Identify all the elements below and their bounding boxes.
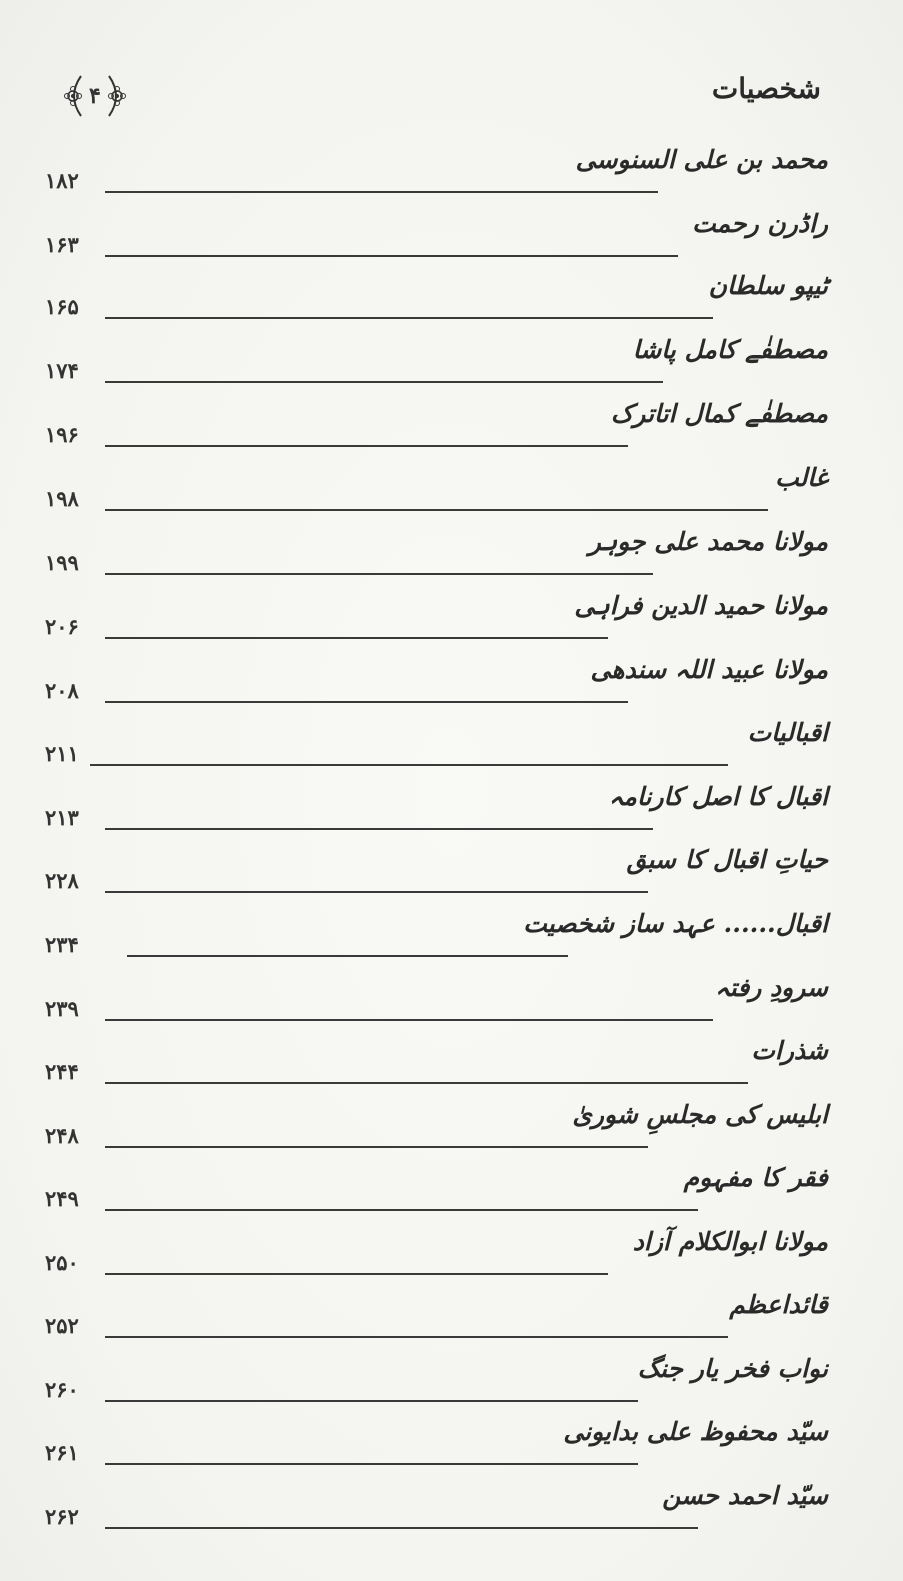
toc-page-number: ۲۴۸ xyxy=(45,1123,79,1148)
toc-title: مصطفٰے کمال اتاترک xyxy=(610,399,828,428)
toc-leader-line xyxy=(105,1019,713,1021)
toc-entry[interactable] xyxy=(45,973,828,1033)
toc-entry[interactable] xyxy=(45,1036,828,1096)
toc-entry[interactable] xyxy=(45,1354,828,1414)
toc-page-number: ۲۱۱ xyxy=(45,741,79,766)
toc-entry[interactable] xyxy=(45,527,828,587)
toc-entry[interactable] xyxy=(45,1417,828,1477)
toc-leader-line xyxy=(105,445,628,447)
toc-page-number: ۱۶۳ xyxy=(45,232,79,257)
toc-entry[interactable] xyxy=(45,1100,828,1160)
toc-entry[interactable] xyxy=(45,591,828,651)
toc-page-number: ۲۴۹ xyxy=(45,1186,79,1211)
toc-leader-line xyxy=(105,1336,728,1338)
toc-title: ابلیس کی مجلسِ شوریٰ xyxy=(572,1100,828,1129)
toc-title: سرودِ رفتہ xyxy=(715,973,828,1002)
toc-leader-line xyxy=(105,1082,748,1084)
toc-title: راڈرن رحمت xyxy=(692,209,828,238)
toc-leader-line xyxy=(105,509,768,511)
toc-leader-line xyxy=(127,955,568,957)
toc-leader-line xyxy=(105,1527,698,1529)
page-number: ۴ xyxy=(89,83,101,109)
toc-leader-line xyxy=(105,637,608,639)
toc-page-number: ۲۵۰ xyxy=(45,1250,79,1275)
toc-entry[interactable] xyxy=(45,655,828,715)
toc-leader-line xyxy=(105,1273,608,1275)
toc-title: محمد بن علی السنوسی xyxy=(575,145,828,174)
toc-leader-line xyxy=(105,1463,638,1465)
toc-title: مولانا عبید اللہ سندھی xyxy=(590,655,828,684)
toc-leader-line xyxy=(90,764,728,766)
toc-leader-line xyxy=(105,1400,638,1402)
toc-entry[interactable] xyxy=(45,782,828,842)
toc-leader-line xyxy=(105,191,658,193)
toc-leader-line xyxy=(105,891,648,893)
toc-entry[interactable] xyxy=(45,1290,828,1350)
toc-title: قائداعظم xyxy=(729,1290,828,1319)
toc-entry[interactable] xyxy=(45,845,828,905)
toc-entry[interactable] xyxy=(45,271,828,331)
toc-leader-line xyxy=(105,1146,648,1148)
toc-page-number: ۲۶۱ xyxy=(45,1440,79,1465)
toc-entry[interactable] xyxy=(45,1481,828,1541)
toc-title: سیّد احمد حسن xyxy=(662,1481,828,1510)
toc-entry[interactable] xyxy=(45,909,828,969)
toc-title: مولانا حمید الدین فراہی xyxy=(574,591,828,620)
toc-page-number: ۱۸۲ xyxy=(45,168,79,193)
toc-page-number: ۱۷۴ xyxy=(45,358,79,383)
toc-title: سیّد محفوظ علی بدایونی xyxy=(563,1417,828,1446)
toc-title: اقبال کا اصل کارنامہ xyxy=(608,782,828,811)
toc-title: شذرات xyxy=(751,1036,828,1065)
toc-leader-line xyxy=(105,828,653,830)
toc-title: ٹیپو سلطان xyxy=(708,271,828,300)
toc-page-number: ۱۹۶ xyxy=(45,422,79,447)
toc-title: نواب فخر یار جنگ xyxy=(637,1354,828,1383)
toc-entry[interactable] xyxy=(45,718,828,778)
toc-page-number: ۲۰۶ xyxy=(45,614,79,639)
toc-title: اقبالیات xyxy=(747,718,828,747)
toc-entry[interactable] xyxy=(45,399,828,459)
toc-page-number: ۲۲۸ xyxy=(45,868,79,893)
toc-leader-line xyxy=(105,701,628,703)
toc-leader-line xyxy=(105,573,653,575)
toc-entry[interactable] xyxy=(45,335,828,395)
toc-page-number: ۲۵۲ xyxy=(45,1313,79,1338)
toc-page-number: ۱۹۹ xyxy=(45,550,79,575)
toc-entry[interactable] xyxy=(45,1163,828,1223)
toc-title: غالب xyxy=(775,463,828,492)
toc-page-number: ۱۹۸ xyxy=(45,486,79,511)
toc-page-number: ۲۶۲ xyxy=(45,1504,79,1529)
toc-entry[interactable] xyxy=(45,209,828,269)
toc-title: مصطفٰے کامل پاشا xyxy=(632,335,828,364)
toc-entry[interactable] xyxy=(45,1227,828,1287)
toc-page-number: ۲۱۳ xyxy=(45,805,79,830)
toc-leader-line xyxy=(105,255,678,257)
toc-page-number: ۲۳۴ xyxy=(45,932,79,957)
toc-page-number: ۲۴۴ xyxy=(45,1059,79,1084)
toc-leader-line xyxy=(105,317,713,319)
toc-title: حیاتِ اقبال کا سبق xyxy=(626,845,828,874)
toc-entry[interactable] xyxy=(45,145,828,205)
toc-title: فقر کا مفہوم xyxy=(683,1163,828,1192)
toc-leader-line xyxy=(105,381,663,383)
toc-title: مولانا محمد علی جوہر xyxy=(588,527,828,556)
toc-page-number: ۲۰۸ xyxy=(45,678,79,703)
toc-leader-line xyxy=(105,1209,698,1211)
toc-title: مولانا ابوالکلام آزاد xyxy=(632,1227,828,1256)
toc-page-number: ۲۶۰ xyxy=(45,1377,79,1402)
toc-title: اقبال...... عہد ساز شخصیت xyxy=(523,909,828,938)
toc-page-number: ۲۳۹ xyxy=(45,996,79,1021)
section-title: شخصیات xyxy=(711,72,821,105)
toc-entry[interactable] xyxy=(45,463,828,523)
toc-page-number: ۱۶۵ xyxy=(45,294,79,319)
